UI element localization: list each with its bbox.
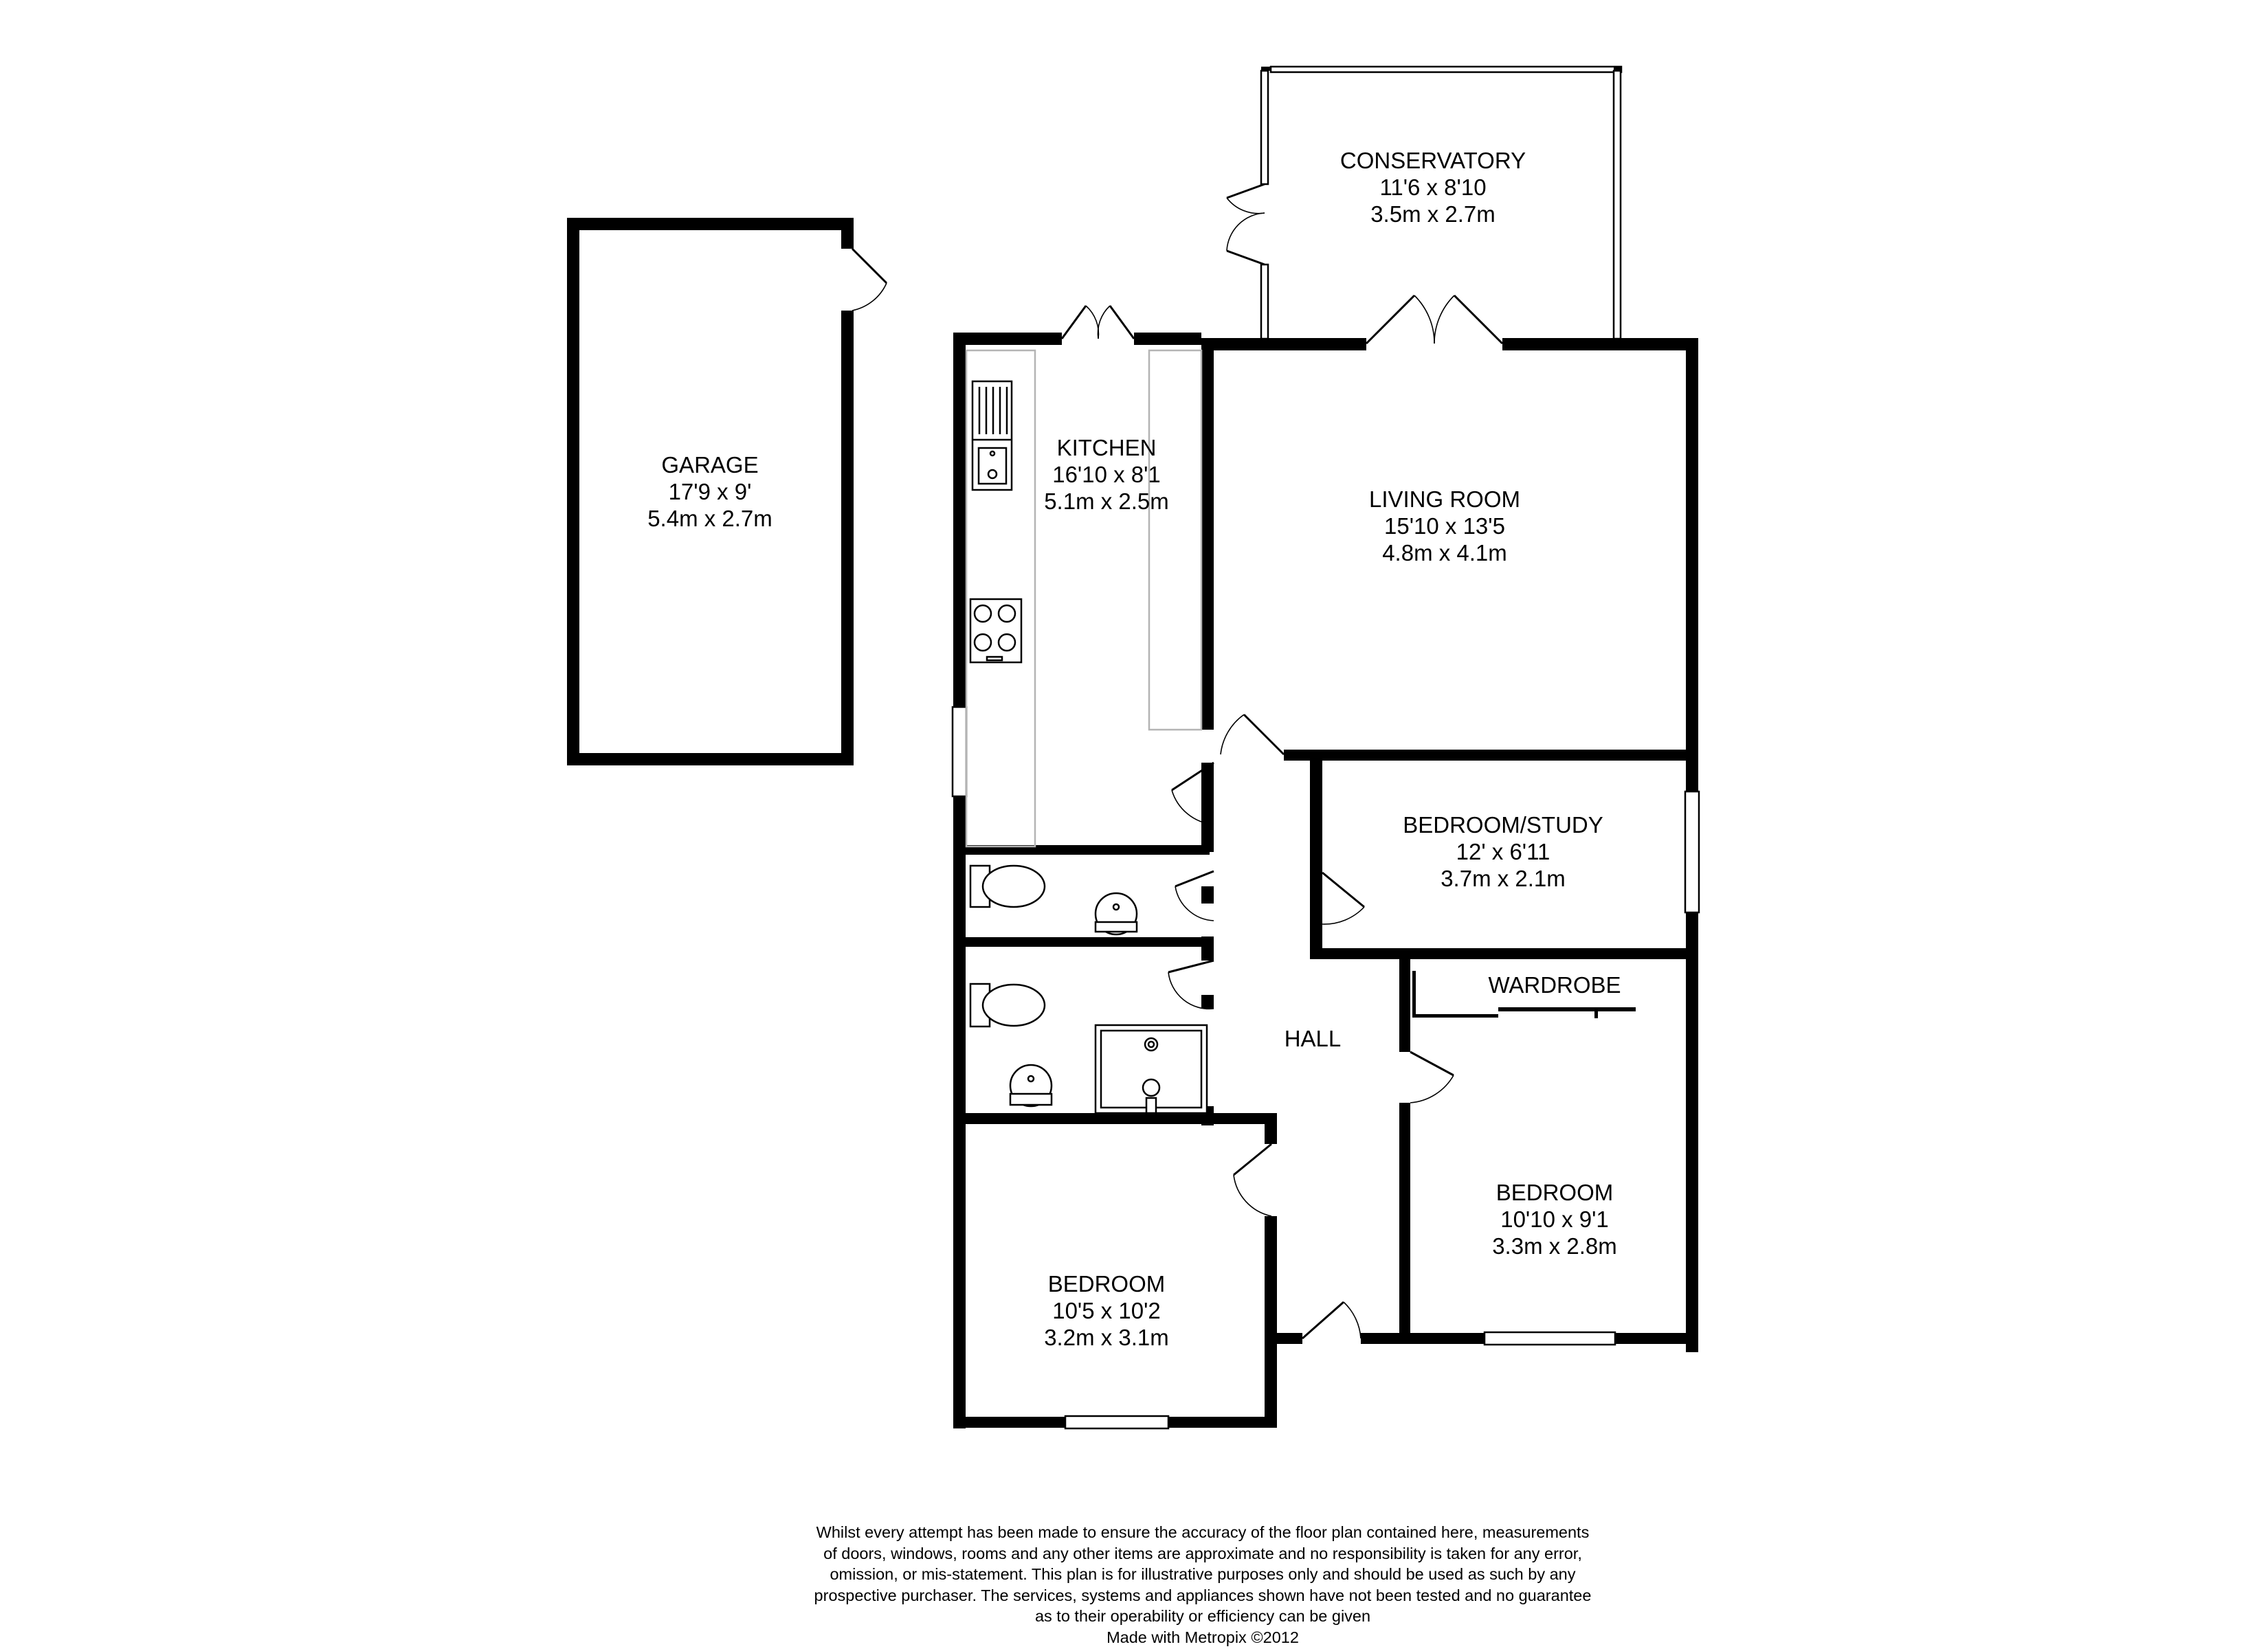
- room-imperial: 10'10 x 9'1: [1500, 1207, 1609, 1232]
- room-name: BEDROOM: [1496, 1180, 1614, 1205]
- basin-icon: [1096, 893, 1137, 934]
- disclaimer-line: prospective purchaser. The services, systems and appliances shown have not been tested and no guarantee: [814, 1586, 1592, 1604]
- bedroom1-window: [1065, 1416, 1168, 1428]
- room-imperial: 16'10 x 8'1: [1052, 462, 1161, 487]
- garage-door: [852, 249, 887, 311]
- disclaimer: [729, 1522, 1677, 1648]
- room-name: GARAGE: [661, 452, 759, 478]
- kitchen-window: [953, 707, 966, 796]
- room-name: LIVING ROOM: [1368, 486, 1521, 512]
- room-metric: 3.5m x 2.7m: [1370, 201, 1496, 227]
- hob-icon: [970, 599, 1021, 662]
- room-name: CONSERVATORY: [1339, 148, 1526, 173]
- room-name: BEDROOM/STUDY: [1403, 812, 1603, 838]
- study-window: [1685, 792, 1699, 912]
- kitchen-counter-right: [1149, 350, 1201, 730]
- room-imperial: 15'10 x 13'5: [1384, 513, 1505, 539]
- room-imperial: 10'5 x 10'2: [1052, 1298, 1161, 1323]
- label-wardrobe: [1488, 972, 1621, 998]
- toilet-icon: [970, 984, 1045, 1027]
- disclaimer-line: of doors, windows, rooms and any other items are approximate and no responsibility is taken for any error,: [823, 1544, 1582, 1562]
- shower-room: [970, 984, 1207, 1113]
- label-bedroom-study: [1403, 812, 1603, 891]
- room-metric: 3.7m x 2.1m: [1441, 866, 1566, 891]
- bedroom2-window: [1485, 1332, 1615, 1345]
- room-imperial: 11'6 x 8'10: [1379, 175, 1487, 200]
- label-bedroom-2: [1492, 1180, 1617, 1259]
- shower-tray-icon: [1096, 1025, 1207, 1113]
- room-imperial: 12' x 6'11: [1456, 839, 1550, 864]
- disclaimer-line: omission, or mis-statement. This plan is for illustrative purposes only and should be used as such by any: [830, 1565, 1576, 1583]
- kitchen-sink-icon: [972, 381, 1012, 490]
- room-metric: 5.1m x 2.5m: [1044, 489, 1169, 514]
- label-kitchen: [1044, 435, 1169, 514]
- room-imperial: 17'9 x 9': [668, 479, 752, 504]
- disclaimer-line: as to their operability or efficiency can be given: [1034, 1607, 1371, 1625]
- conservatory-side-doors: [1227, 184, 1265, 265]
- label-hall: [1285, 1026, 1342, 1051]
- room-metric: 3.2m x 3.1m: [1044, 1325, 1169, 1350]
- kitchen-fittings: [966, 350, 1201, 846]
- room-name: HALL: [1284, 1026, 1342, 1051]
- label-living-room: [1369, 486, 1520, 565]
- label-bedroom-1: [1044, 1271, 1169, 1350]
- toilet-icon: [970, 866, 1045, 907]
- wc-1: [970, 866, 1137, 934]
- room-metric: 5.4m x 2.7m: [647, 506, 772, 531]
- room-metric: 4.8m x 4.1m: [1382, 540, 1507, 565]
- credit-line: Made with Metropix ©2012: [1107, 1628, 1299, 1646]
- label-conservatory: [1340, 148, 1526, 227]
- label-garage: [647, 452, 772, 531]
- basin-icon: [1010, 1065, 1052, 1106]
- room-name: BEDROOM: [1047, 1271, 1166, 1297]
- room-metric: 3.3m x 2.8m: [1492, 1233, 1617, 1259]
- room-name: KITCHEN: [1056, 435, 1157, 460]
- room-name: WARDROBE: [1488, 972, 1621, 998]
- disclaimer-line: Whilst every attempt has been made to ensure the accuracy of the floor plan contained here, measurements: [816, 1523, 1590, 1541]
